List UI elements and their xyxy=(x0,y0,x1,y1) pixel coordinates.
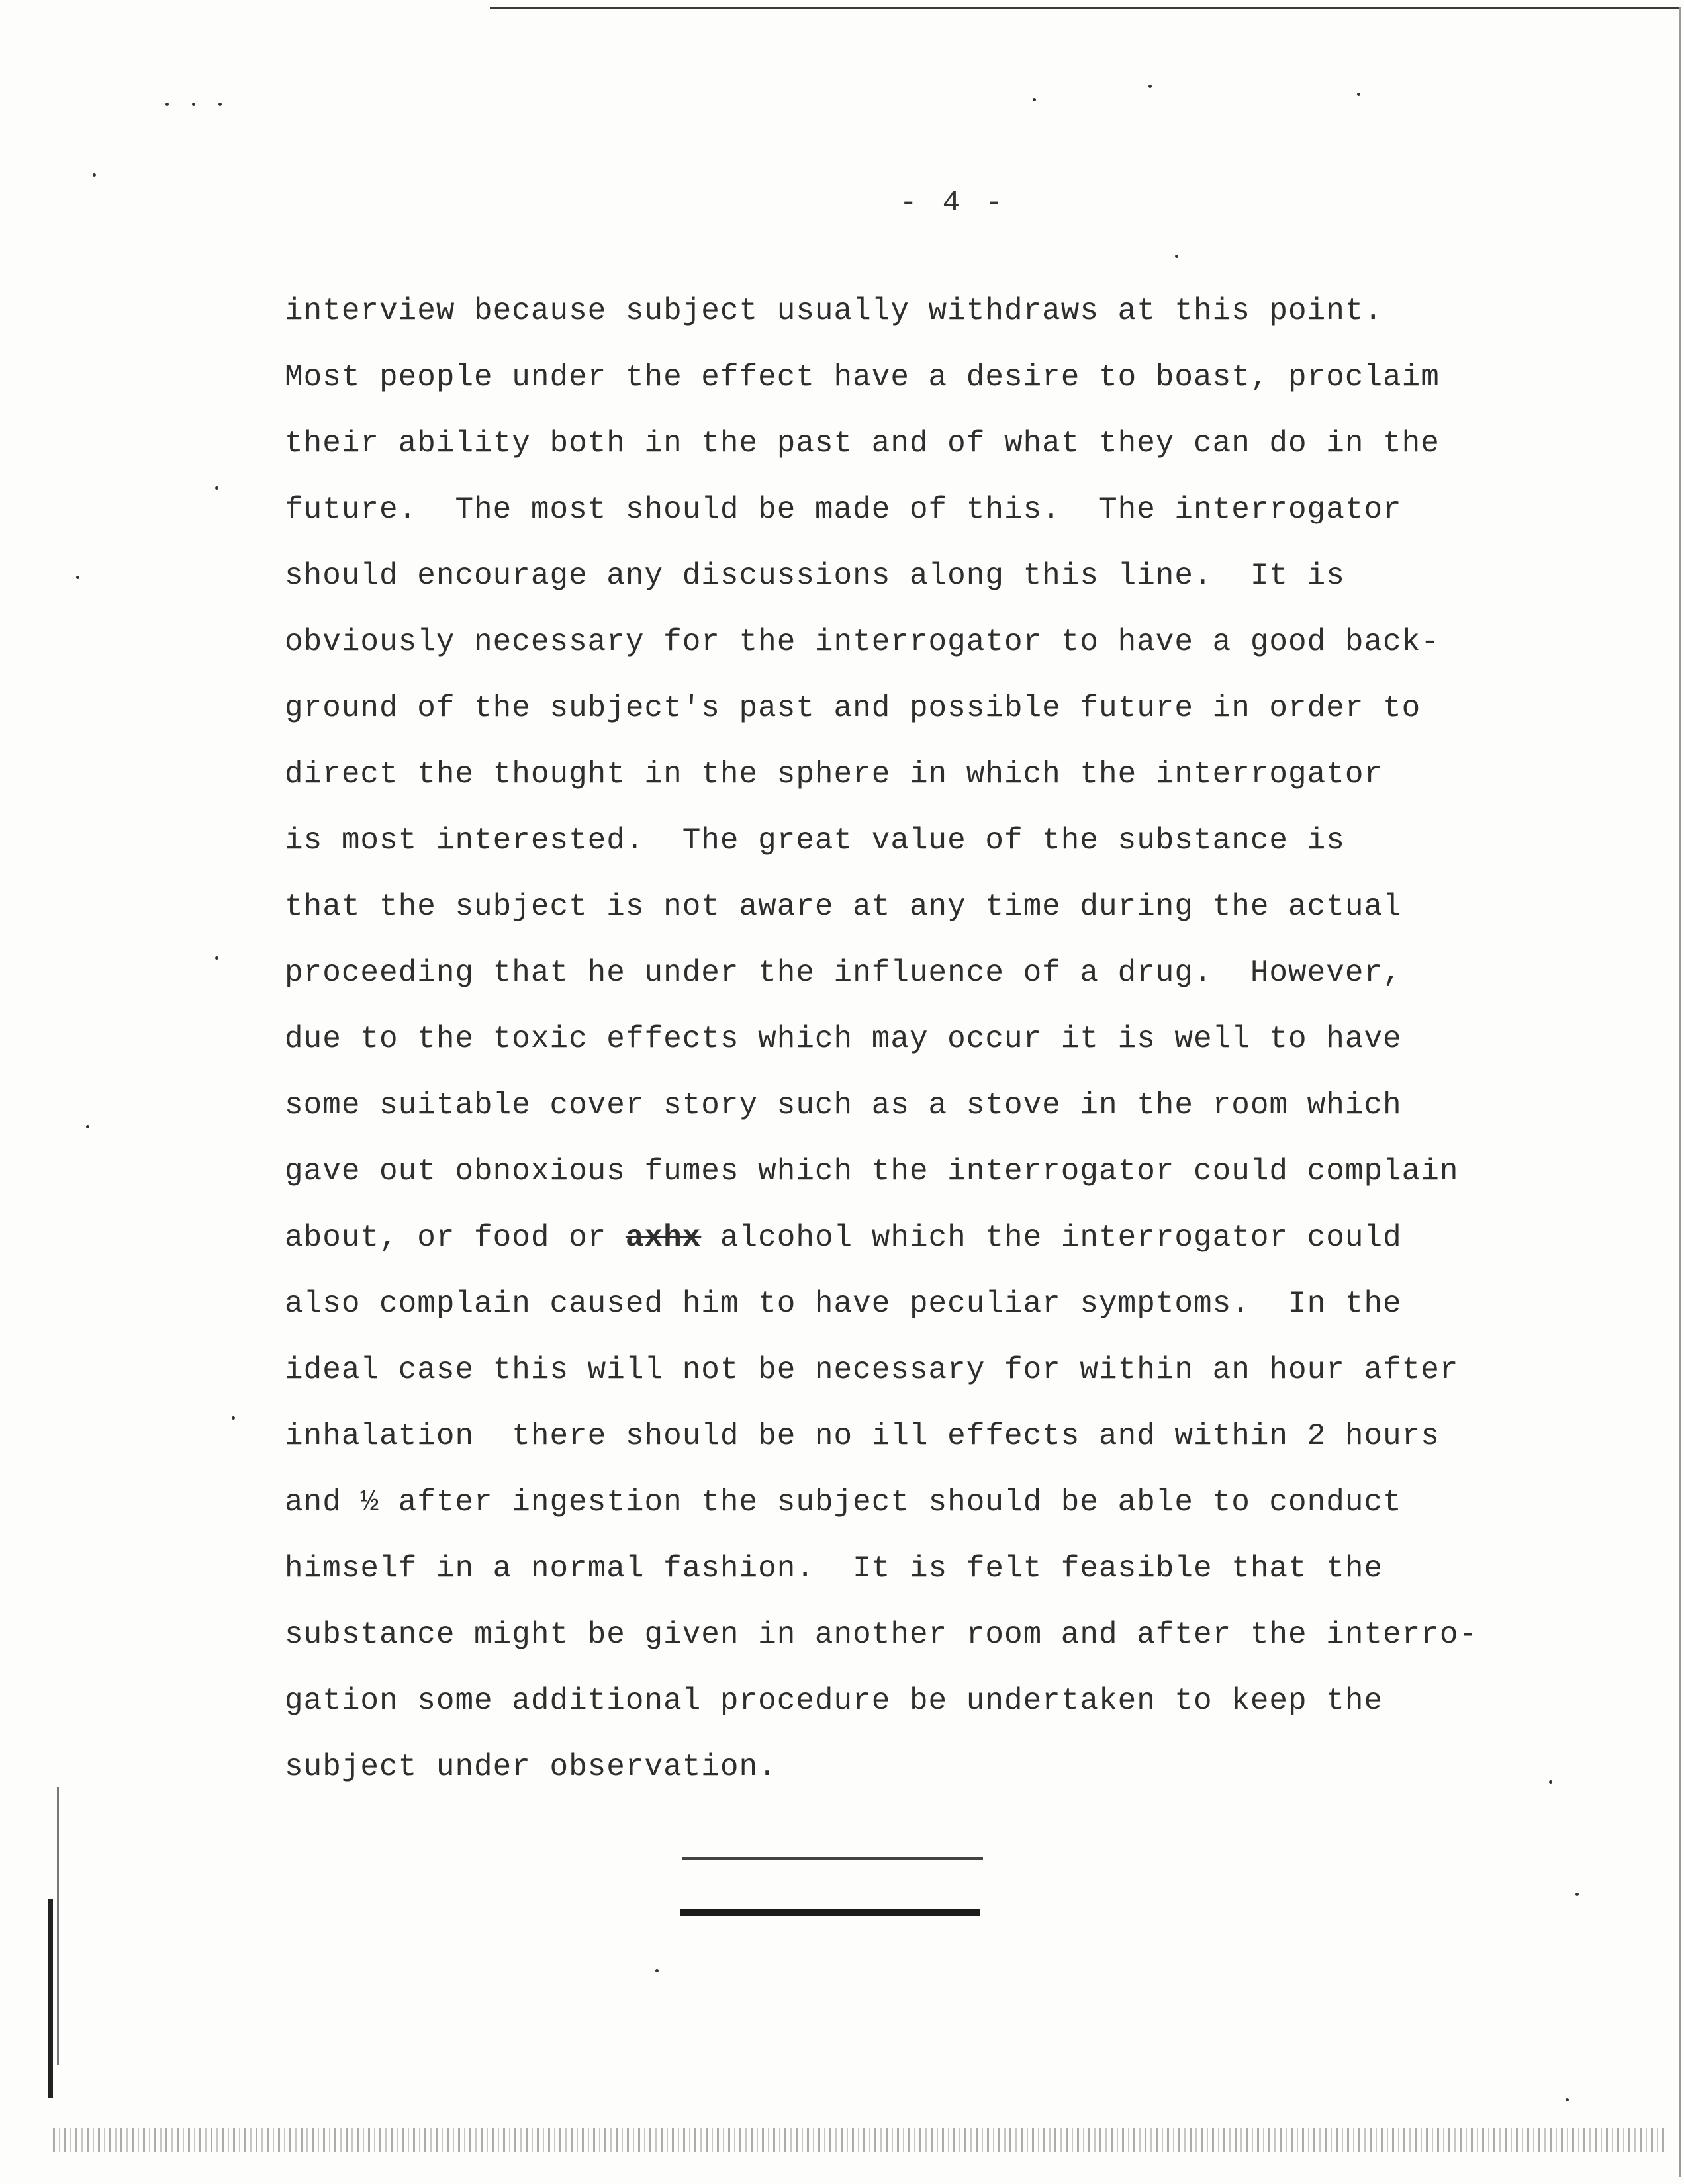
page-number: - 4 - xyxy=(899,187,1007,220)
text-line: gave out obnoxious fumes which the interrogator could complain xyxy=(285,1154,1459,1189)
scan-speck xyxy=(215,956,218,960)
text-line: himself in a normal fashion. It is felt feasible that the xyxy=(285,1551,1383,1586)
text-line: subject under observation. xyxy=(285,1750,777,1784)
body-text xyxy=(285,278,1595,1800)
scan-speck xyxy=(218,103,222,106)
text-line: and ½ after ingestion the subject should be able to conduct xyxy=(285,1485,1402,1520)
text-line: obviously necessary for the interrogator to have a good back- xyxy=(285,625,1440,659)
left-margin-mark xyxy=(48,1899,53,2098)
scan-speck xyxy=(86,1125,89,1128)
scan-speck xyxy=(1566,2098,1569,2101)
scan-speck xyxy=(1033,98,1036,101)
scan-speck xyxy=(165,103,169,106)
scan-speck xyxy=(1175,255,1178,258)
text-line: Most people under the effect have a desire to boast, proclaim xyxy=(285,360,1440,394)
text-line: substance might be given in another room and after the interro- xyxy=(285,1617,1478,1652)
text-line: their ability both in the past and of what they can do in the xyxy=(285,426,1440,461)
top-edge-rule xyxy=(490,7,1681,9)
scan-speck xyxy=(1549,1780,1552,1784)
line-segment: alcohol which the interrogator could xyxy=(701,1220,1402,1255)
left-margin-mark xyxy=(57,1787,59,2065)
end-divider-thin xyxy=(682,1857,983,1860)
text-line: due to the toxic effects which may occur it is well to have xyxy=(285,1022,1402,1056)
right-edge-rule xyxy=(1679,7,1681,2177)
text-line: proceeding that he under the influence of a drug. However, xyxy=(285,956,1402,990)
text-line: inhalation there should be no ill effects and within 2 hours xyxy=(285,1419,1440,1453)
text-line: is most interested. The great value of the substance is xyxy=(285,823,1345,858)
text-line: ground of the subject's past and possible future in order to xyxy=(285,691,1421,725)
scan-speck xyxy=(232,1416,235,1420)
text-line: direct the thought in the sphere in which the interrogator xyxy=(285,757,1383,792)
scan-speck xyxy=(215,486,218,490)
line-segment: about, or food or xyxy=(285,1220,626,1255)
scan-speck xyxy=(76,576,79,579)
text-line: should encourage any discussions along this line. It is xyxy=(285,559,1345,593)
scan-speck xyxy=(93,173,96,177)
scan-speck xyxy=(655,1969,659,1972)
struck-out-word: axhx xyxy=(625,1220,702,1255)
scan-speck xyxy=(192,103,195,106)
text-line: gation some additional procedure be undertaken to keep the xyxy=(285,1684,1383,1718)
text-line: future. The most should be made of this. The interrogator xyxy=(285,492,1402,527)
text-line: also complain caused him to have peculiar symptoms. In the xyxy=(285,1287,1402,1321)
scan-speck xyxy=(1357,93,1360,96)
text-line: some suitable cover story such as a stove in the room which xyxy=(285,1088,1402,1122)
end-divider-thick xyxy=(680,1909,980,1916)
scan-noise-strip xyxy=(53,2128,1668,2152)
scan-speck xyxy=(1148,85,1152,88)
text-line: that the subject is not aware at any time during the actual xyxy=(285,889,1402,924)
text-line-with-strikeout xyxy=(285,1205,1595,1271)
text-line: ideal case this will not be necessary for within an hour after xyxy=(285,1353,1459,1387)
text-line: interview because subject usually withdraws at this point. xyxy=(285,294,1383,328)
scan-speck xyxy=(1575,1893,1579,1896)
